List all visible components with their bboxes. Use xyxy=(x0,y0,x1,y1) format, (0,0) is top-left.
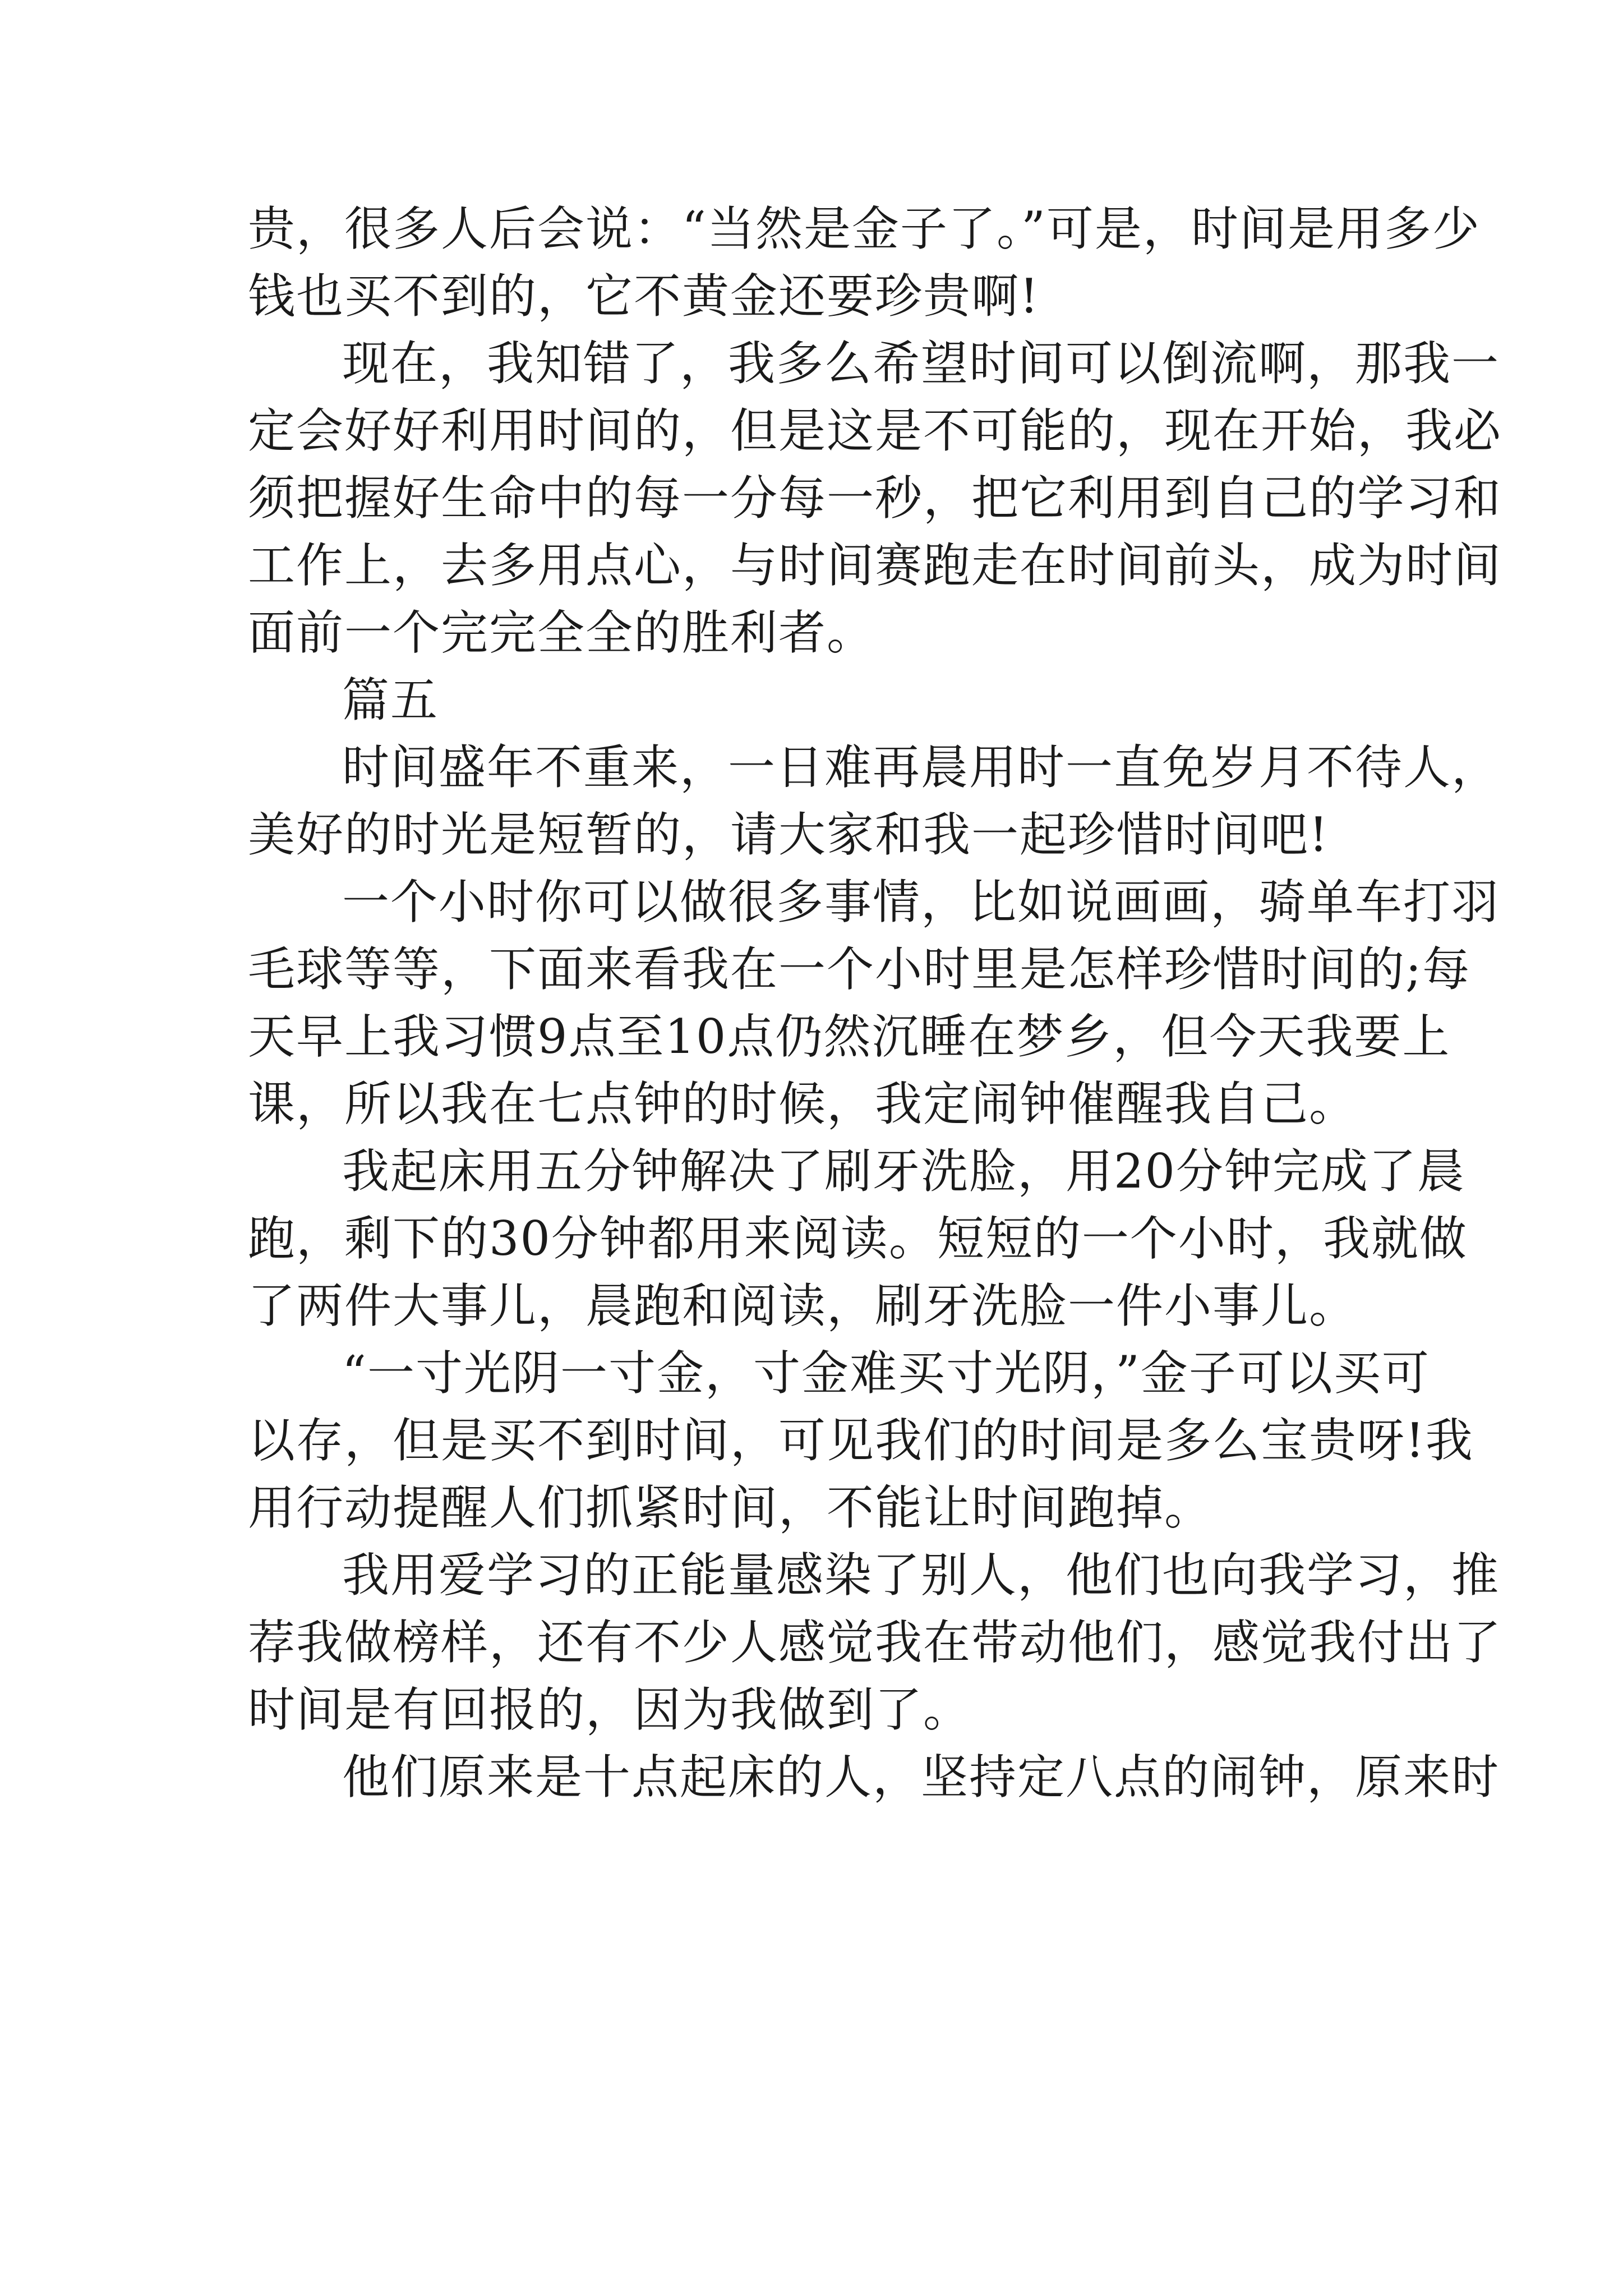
section-heading: 篇五 xyxy=(342,673,439,728)
text-line: 钱也买不到的，它不黄金还要珍贵啊! xyxy=(248,269,1040,324)
text-line: 现在，我知错了，我多么希望时间可以倒流啊，那我一 xyxy=(342,336,1500,391)
text-line: 工作上，去多用点心，与时间赛跑走在时间前头，成为时间 xyxy=(248,538,1502,593)
text-line: 我起床用五分钟解决了刷牙洗脸，用20分钟完成了晨 xyxy=(342,1144,1465,1199)
text-line: “一寸光阴一寸金，寸金难买寸光阴，”金子可以买可 xyxy=(342,1346,1430,1401)
document-body xyxy=(248,195,1502,1811)
text-line: 跑，剩下的30分钟都用来阅读。短短的一个小时，我就做 xyxy=(248,1211,1468,1266)
text-line: 须把握好生命中的每一分每一秒，把它利用到自己的学习和 xyxy=(248,471,1502,526)
text-line: 天早上我习惯9点至10点仍然沉睡在梦乡，但今天我要上 xyxy=(248,1009,1451,1064)
text-line: 面前一个完完全全的胜利者。 xyxy=(248,605,875,660)
text-line: 时间是有回报的，因为我做到了。 xyxy=(248,1682,972,1737)
text-line: 他们原来是十点起床的人，坚持定八点的闹钟，原来时 xyxy=(342,1750,1500,1805)
text-line: 用行动提醒人们抓紧时间，不能让时间跑掉。 xyxy=(248,1480,1213,1535)
text-line: 了两件大事儿，晨跑和阅读，刷牙洗脸一件小事儿。 xyxy=(248,1278,1358,1333)
text-line: 毛球等等，下面来看我在一个小时里是怎样珍惜时间的;每 xyxy=(248,942,1471,997)
text-line: 时间盛年不重来，一日难再晨用时一直免岁月不待人， xyxy=(342,740,1500,795)
text-line: 荐我做榜样，还有不少人感觉我在带动他们，感觉我付出了 xyxy=(248,1615,1502,1670)
text-line: 以存，但是买不到时间，可见我们的时间是多么宝贵呀!我 xyxy=(248,1413,1474,1468)
text-line: 我用爱学习的正能量感染了别人，他们也向我学习，推 xyxy=(342,1548,1500,1603)
text-line: 课，所以我在七点钟的时候，我定闹钟催醒我自己。 xyxy=(248,1076,1358,1131)
text-line: 美好的时光是短暂的，请大家和我一起珍惜时间吧! xyxy=(248,807,1329,862)
text-line: 定会好好利用时间的，但是这是不可能的，现在开始，我必 xyxy=(248,403,1502,458)
text-line: 贵，很多人后会说：“当然是金子了。”可是，时间是用多少 xyxy=(248,201,1481,256)
text-line: 一个小时你可以做很多事情，比如说画画，骑单车打羽 xyxy=(342,875,1500,930)
